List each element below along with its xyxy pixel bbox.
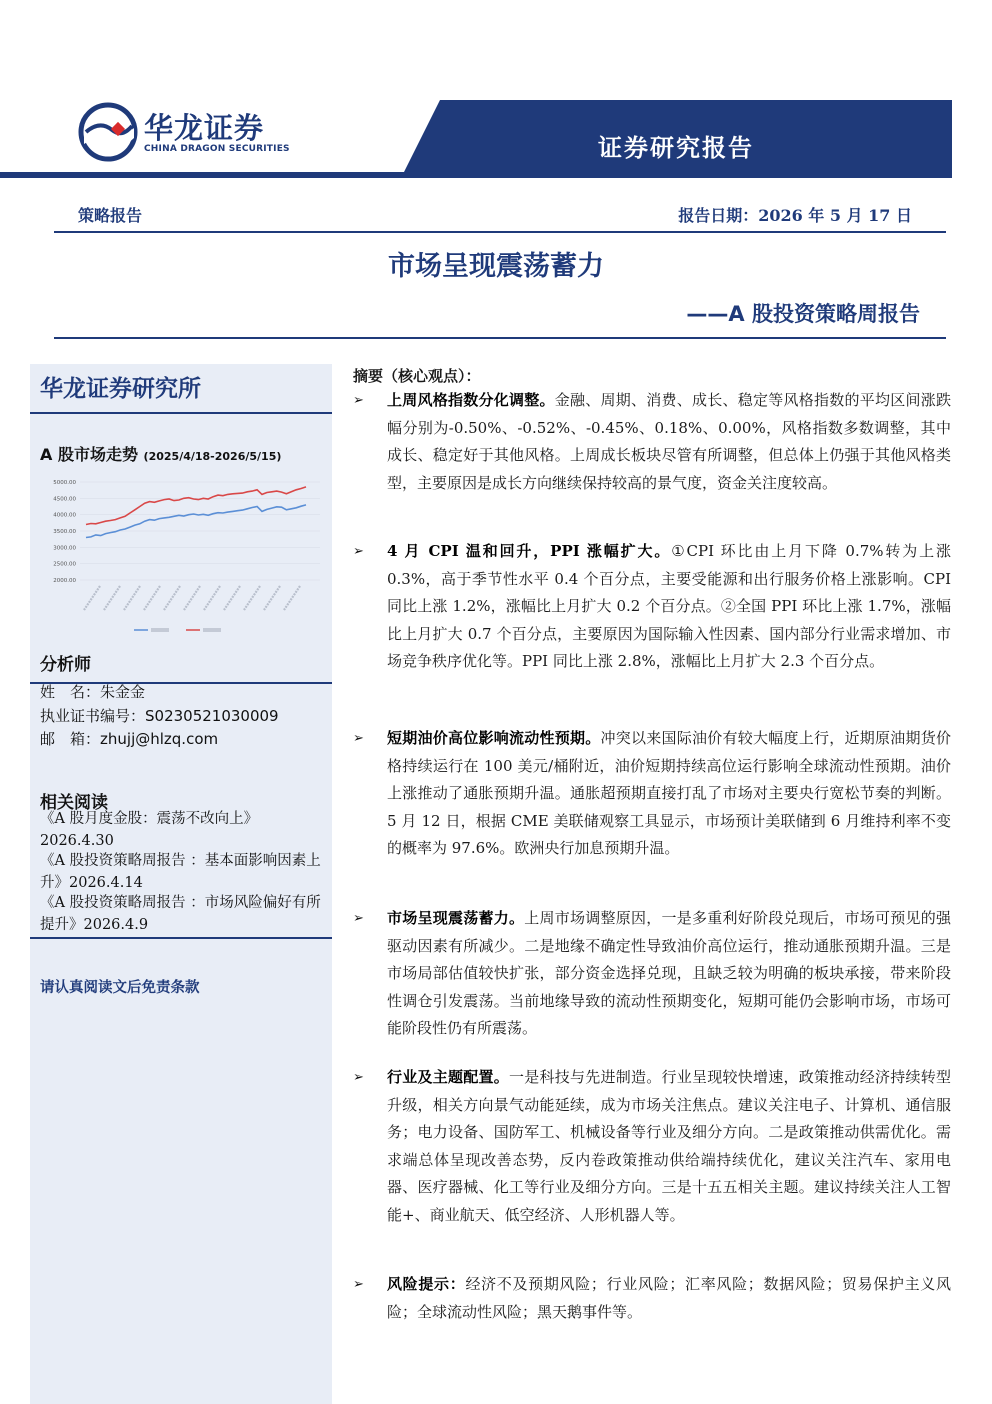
legend-label	[151, 628, 169, 632]
summary-point	[353, 387, 951, 497]
disclaimer-note: 请认真阅读文后免责条款	[40, 979, 200, 996]
x-tick-label	[124, 586, 140, 610]
arrow-bullet-icon: ➢	[353, 544, 364, 559]
point-lead: 风险提示：	[387, 1275, 466, 1293]
analyst-section-title: 分析师	[40, 655, 91, 675]
x-tick-label	[264, 586, 280, 610]
summary-point	[353, 538, 951, 676]
logo-text-cn: 华龙证券	[144, 111, 265, 145]
x-tick-label	[204, 586, 220, 610]
analyst-cert	[40, 705, 279, 726]
point-text: 经济不及预期风险；行业风险；汇率风险；数据风险；贸易保护主义风险；全球流动性风险；黑天鹅事件等。	[387, 1275, 951, 1321]
header-band	[0, 0, 992, 200]
page-subtitle: ——A 股投资策略周报告	[686, 302, 920, 326]
point-lead: 短期油价高位影响流动性预期。	[387, 729, 601, 747]
y-tick-label: 4000.00	[53, 512, 76, 519]
x-tick-label	[144, 586, 160, 610]
series-line-2	[86, 487, 306, 525]
summary-point	[353, 1064, 951, 1230]
related-reading-title: 相关阅读	[40, 793, 108, 813]
market-trend-label: A 股市场走势	[40, 445, 138, 464]
logo-text-en: CHINA DRAGON SECURITIES	[144, 144, 290, 154]
arrow-bullet-icon: ➢	[353, 1070, 364, 1085]
point-lead: 市场呈现震荡蓄力。	[387, 909, 525, 927]
report-date: 报告日期：2026 年 5 月 17 日	[678, 206, 912, 225]
analyst-email	[40, 728, 218, 749]
x-tick-label	[244, 586, 260, 610]
point-text: ①CPI 环比由上月下降 0.7%转为上涨 0.3%，高于季节性水平 0.4 个百分点，主要受能源和出行服务价格上涨影响。CPI 同比上涨 1.2%，涨幅比上月扩大 0.2 个百分点。②全国 PPI 环比上涨 1.7%，涨幅比上月扩大 0.7 个百分点，主要原因为国际输入性因素、国内部分行业需求增加、市场竞争秩序优化等。PPI 同比上涨 2.8%，涨幅比上月扩大 2.3 个百分点。	[387, 542, 952, 671]
analyst-name-value: 朱金金	[100, 683, 146, 701]
summary-title: 摘要（核心观点）：	[353, 367, 481, 385]
arrow-bullet-icon: ➢	[353, 393, 364, 408]
arrow-bullet-icon: ➢	[353, 911, 364, 926]
x-tick-label	[164, 586, 180, 610]
market-trend-title	[40, 442, 281, 465]
point-text: 上周市场调整原因，一是多重利好阶段兑现后，市场可预见的强驱动因素有所减少。二是地缘不确定性导致油价高位运行，推动通胀预期升温。三是市场局部估值较快扩张，部分资金选择兑现，且缺乏较为明确的板块承接，带来阶段性调仓引发震荡。当前地缘导致的流动性预期变化，短期可能仍会影响市场，市场可能阶段性仍有所震荡。	[387, 909, 951, 1038]
analyst-cert-label: 执业证书编号：	[40, 707, 146, 725]
dragon-logo-icon	[78, 102, 138, 162]
y-tick-label: 2000.00	[53, 578, 76, 584]
legend-label	[203, 628, 221, 632]
analyst-cert-value: S0230521030009	[145, 707, 279, 725]
report-category: 策略报告	[78, 206, 143, 225]
y-tick-label: 4500.00	[53, 496, 76, 503]
point-lead: 上周风格指数分化调整。	[387, 391, 555, 409]
point-text: 金融、周期、消费、成长、稳定等风格指数的平均区间涨跌幅分别为-0.50%、-0.52%、-0.45%、0.18%、0.00%，风格指数多数调整，其中成长、稳定好于其他风格。上周成长板块尽管有所调整，但总体上仍强于其他风格类型，主要原因是成长方向继续保持较高的景气度，资金关注度较高。	[387, 391, 951, 492]
point-lead: 4 月 CPI 温和回升，PPI 涨幅扩大。	[387, 542, 672, 560]
x-tick-label	[84, 586, 100, 610]
y-tick-label: 5000.00	[53, 480, 76, 486]
x-tick-label	[224, 586, 240, 610]
arrow-bullet-icon: ➢	[353, 731, 364, 746]
page-title: 市场呈现震荡蓄力	[388, 251, 604, 282]
analyst-email-value[interactable]: zhujj@hlzq.com	[100, 730, 219, 748]
x-tick-label	[184, 586, 200, 610]
market-trend-chart	[38, 474, 328, 652]
divider	[30, 937, 332, 939]
arrow-bullet-icon: ➢	[353, 1277, 364, 1292]
x-tick-label	[104, 586, 120, 610]
related-reading-item[interactable]: 《A 股投资策略周报告 ：基本面影响因素上升》2026.4.14	[40, 853, 321, 891]
report-type-label: 证券研究报告	[598, 133, 754, 162]
related-reading-item[interactable]: 《A 股投资策略周报告 ：市场风险偏好有所提升》2026.4.9	[40, 895, 321, 933]
analyst-name-label: 姓 名：	[40, 683, 101, 701]
x-tick-label	[284, 586, 300, 610]
y-tick-label: 3000.00	[53, 545, 76, 552]
divider	[54, 231, 946, 233]
point-text: 一是科技与先进制造。行业呈现较快增速，政策推动经济持续转型升级，相关方向景气动能延续，成为市场关注焦点。建议关注电子、计算机、通信服务；电力设备、国防军工、机械设备等行业及细分方向。二是政策推动供需优化。需求端总体呈现改善态势，反内卷政策推动供给端持续优化，建议关注汽车、家用电器、医疗器械、化工等行业及细分方向。三是十五五相关主题。建议持续关注人工智能+、商业航天、低空经济、人形机器人等。	[387, 1068, 951, 1224]
divider	[54, 337, 946, 339]
summary-point	[353, 725, 951, 863]
related-reading-item[interactable]: 《A 股月度金股：震荡不改向上》2026.4.30	[40, 811, 259, 849]
sidebar	[30, 364, 332, 1404]
summary-point	[353, 905, 951, 1043]
analyst-email-label: 邮 箱：	[40, 730, 101, 748]
divider	[30, 412, 332, 414]
market-trend-range: (2025/4/18-2026/5/15)	[143, 450, 282, 463]
company-logo	[78, 102, 318, 166]
y-tick-label: 3500.00	[53, 529, 76, 535]
institute-name: 华龙证券研究所	[40, 376, 201, 402]
analyst-name	[40, 681, 145, 702]
series-line-1	[86, 505, 306, 538]
point-lead: 行业及主题配置。	[387, 1068, 509, 1086]
y-tick-label: 2500.00	[53, 561, 76, 568]
point-text: 冲突以来国际油价有较大幅度上行，近期原油期货价格持续运行在 100 美元/桶附近，油价短期持续高位运行影响全球流动性预期。油价上涨推动了通胀预期升温。通胀超预期直接打乱了市场对主要央行宽松节奏的判断。5 月 12 日，根据 CME 美联储观察工具显示，市场预计美联储到 6 月维持利率不变的概率为 97.6%。欧洲央行加息预期升温。	[387, 729, 951, 858]
summary-point	[353, 1271, 951, 1326]
